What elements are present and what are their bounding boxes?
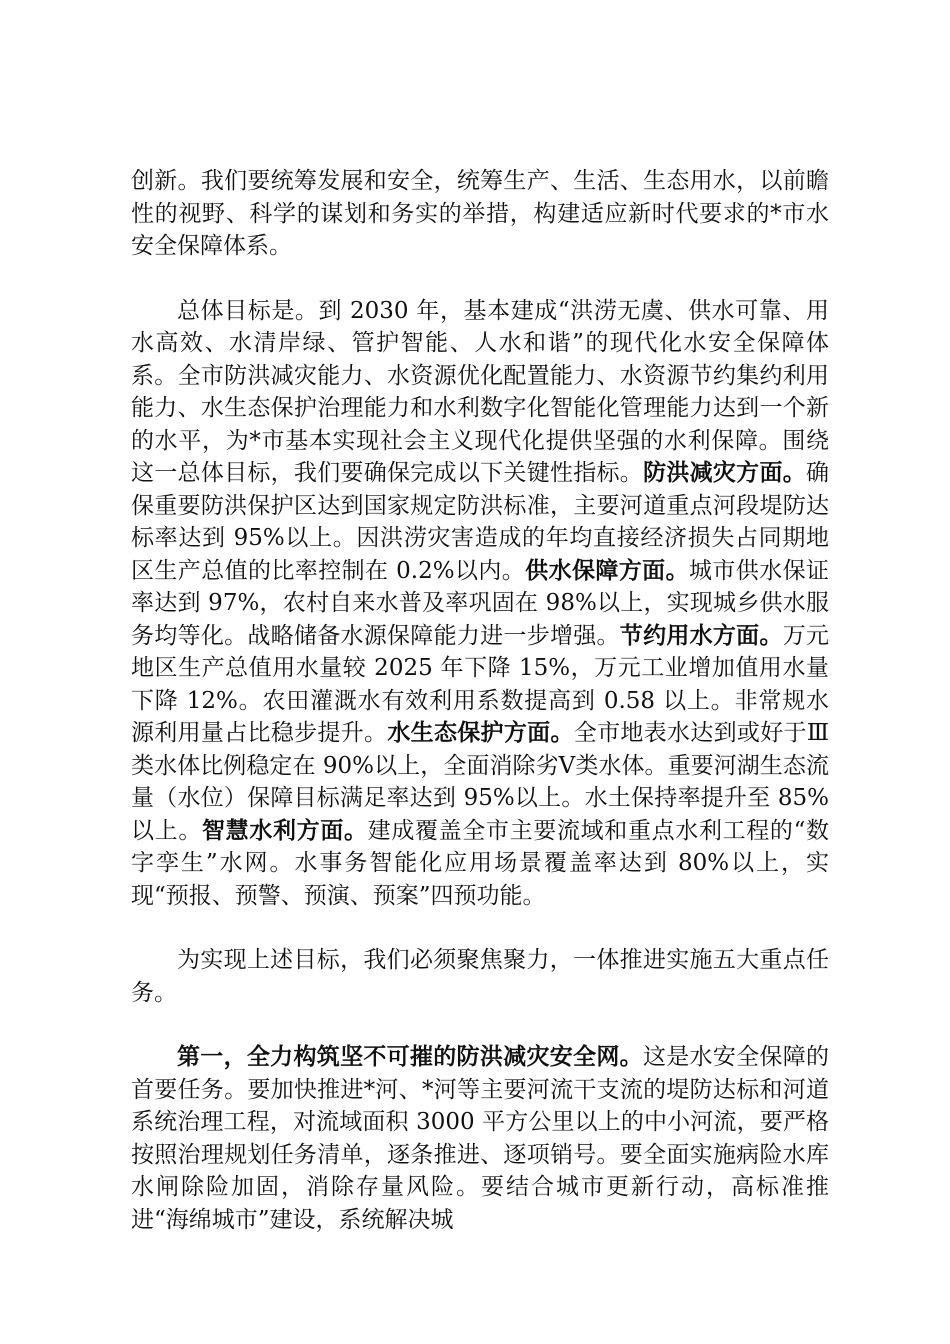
text-segment: 建成覆盖全市主要流域和重点水利工程的“数字孪生”水网。水事务智能化应用场景覆盖率达到 80%以上，实现“预报、预警、预演、预案”四预功能。 [131, 817, 830, 909]
text-segment: 创新。我们要统筹发展和安全，统筹生产、生活、生态用水，以前瞻性的视野、科学的谋划和务实的举措，构建适应新时代要求的*市水安全保障体系。 [131, 168, 829, 259]
paragraph-five-tasks [131, 944, 829, 1009]
text-segment: 确保重要防洪保护区达到国家规定防洪标准，主要河道重点河段堤防达标率达到 95%以上。因洪涝灾害造成的年均直接经济损失占同期地区生产总值的比率控制在 0.2%以内。 [131, 460, 830, 584]
heading-water-ecology: 水生态保护方面。 [387, 720, 574, 746]
paragraph-overall-goals [131, 295, 829, 913]
paragraph-task-one [131, 1041, 829, 1236]
heading-water-saving: 节约用水方面。 [619, 622, 783, 649]
paragraph-intro-continuation [131, 165, 829, 263]
heading-flood-control: 防洪减灾方面。 [643, 460, 807, 486]
text-segment: 这是水安全保障的首要任务。要加快推进*河、*河等主要河流干支流的堤防达标和河道系统治理工程，对流域面积 3000 平方公里以上的中小河流，要严格按照治理规划任务清单，逐条推进、逐项销号。要全面实施病险水库水闸除险加固，消除存量风险。要结合城市更新行动，高标准推进“海绵城市”建设，系统解决城 [131, 1044, 830, 1233]
document-page [131, 165, 829, 1268]
text-segment: 总体目标是。到 2030 年，基本建成“洪涝无虞、供水可靠、用水高效、水清岸绿、管护智能、人水和谐”的现代化水安全保障体系。全市防洪减灾能力、水资源优化配置能力、水资源节约集约利用能力、水生态保护治理能力和水利数字化智能化管理能力达到一个新的水平，为*市基本实现社会主义现代化提供坚强的水利保障。围绕这一总体目标，我们要确保完成以下关键性指标。 [131, 297, 829, 486]
text-segment: 万元地区生产总值用水量较 2025 年下降 15%，万元工业增加值用水量下降 12%。农田灌溉水有效利用系数提高到 0.58 以上。非常规水源利用量占比稳步提升。 [131, 622, 830, 746]
heading-water-supply: 供水保障方面。 [525, 557, 689, 584]
heading-task-one: 第一，全力构筑坚不可摧的防洪减灾安全网。 [177, 1044, 643, 1070]
text-segment: 城市供水保证率达到 97%，农村自来水普及率巩固在 98%以上，实现城乡供水服务均等化。战略储备水源保障能力进一步增强。 [131, 557, 829, 649]
heading-smart-water: 智慧水利方面。 [202, 817, 368, 844]
text-segment: 为实现上述目标，我们必须聚焦聚力，一体推进实施五大重点任务。 [131, 947, 829, 1006]
text-segment: 全市地表水达到或好于Ⅲ类水体比例稳定在 90%以上，全面消除劣Ⅴ类水体。重要河湖生态流量（水位）保障目标满足率达到 95%以上。水土保持率提升至 85%以上。 [131, 720, 830, 844]
